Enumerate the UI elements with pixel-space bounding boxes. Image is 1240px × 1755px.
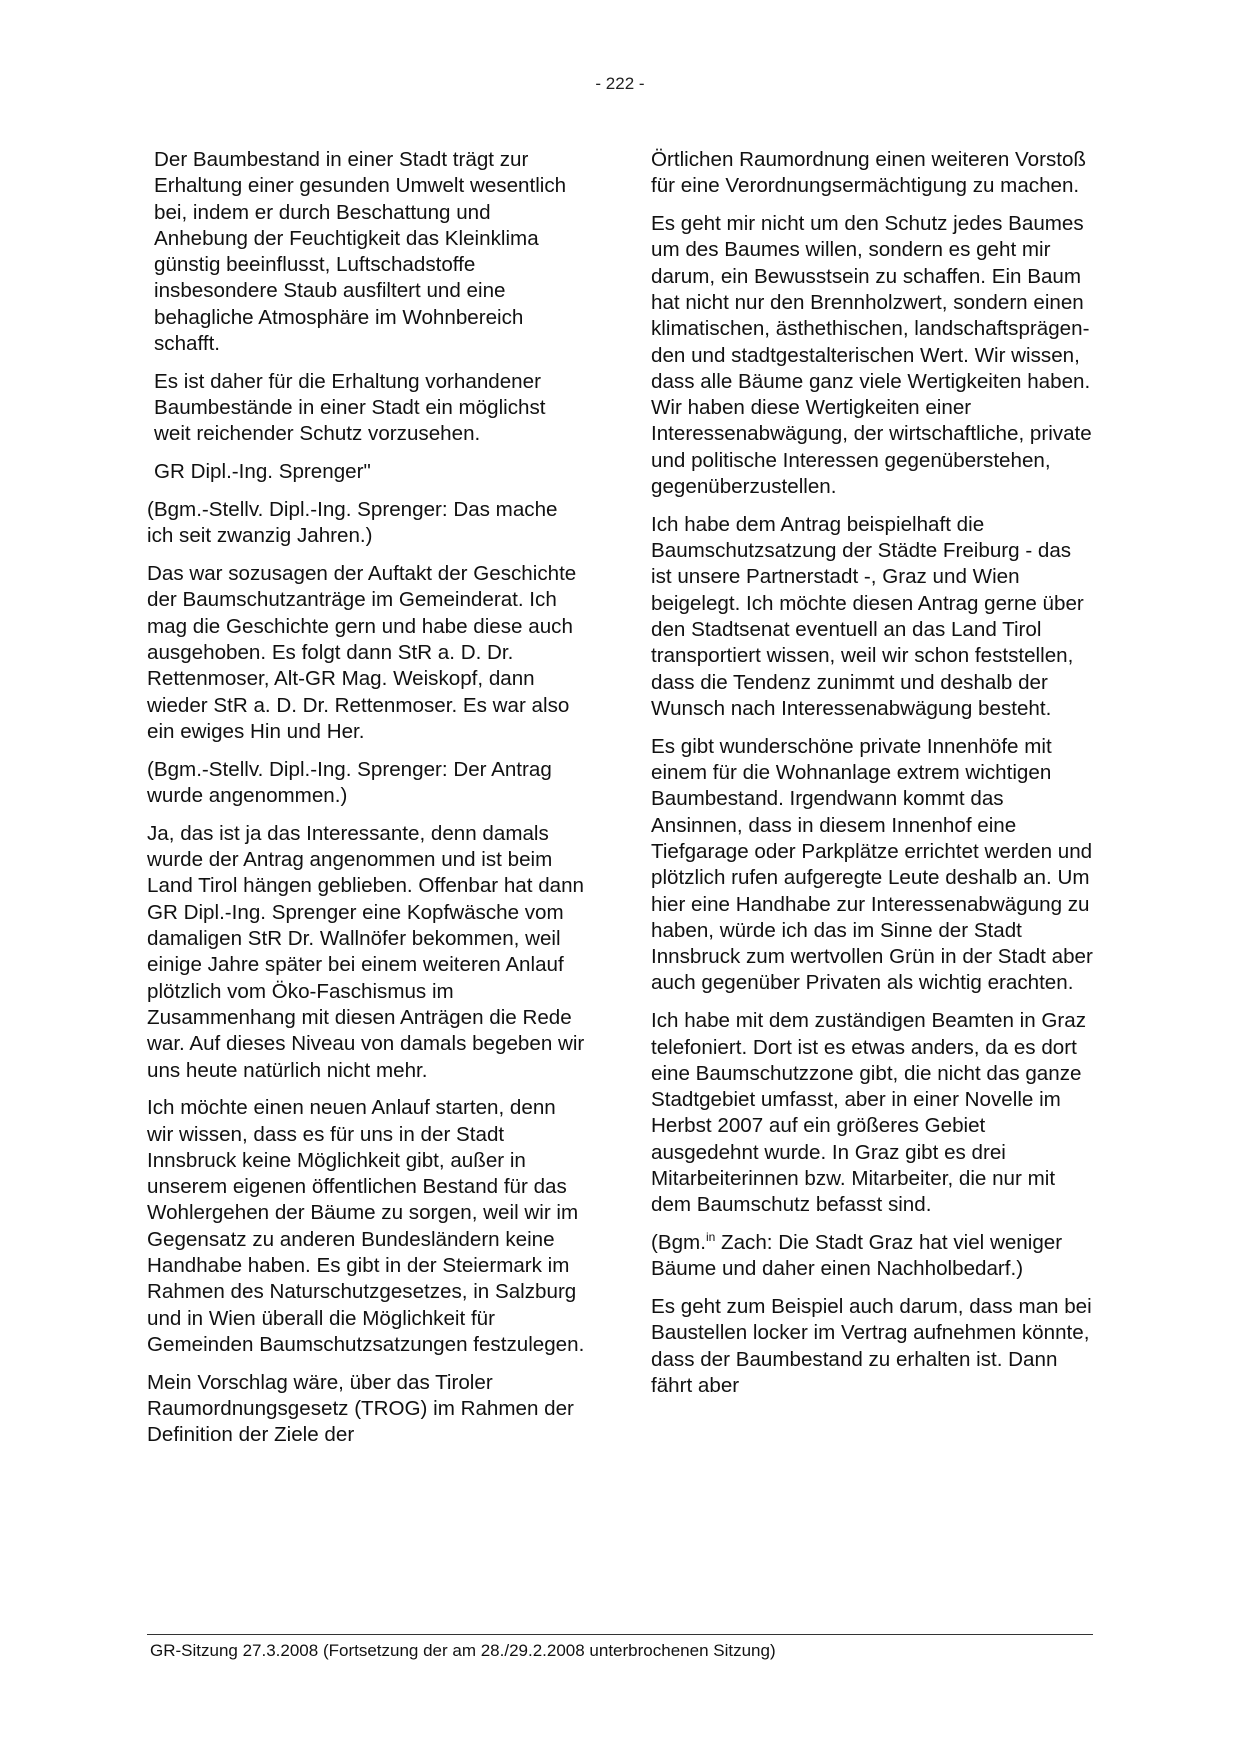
paragraph: Es geht zum Beispiel auch darum, dass man bei Baustellen locker im Vertrag aufnehmen könnte, dass der Baumbestand zu erhalten ist. Dann fährt aber — [651, 1295, 1092, 1398]
paragraph: Das war sozusagen der Auftakt der Geschichte der Baumschutzanträge im Gemeinderat. Ich mag die Geschichte gern und habe diese auch ausgehoben. Es folgt dann StR a. D. Dr. Rettenmoser, Alt-GR Mag. Weiskopf, dann wieder StR a. D. Dr. Rettenmoser. Es war also ein ewiges Hin und Her. — [147, 562, 577, 743]
quote-signature: GR Dipl.-Ing. Sprenger" — [154, 460, 371, 484]
interjection: (Bgm.-Stellv. Dipl.-Ing. Sprenger: Der Antrag wurde angenommen.) — [147, 757, 552, 808]
interjection-text: Zach: Die Stadt Graz hat viel weniger Bäume und daher einen Nachholbedarf.) — [651, 1231, 1063, 1281]
quote-paragraph: Es ist daher für die Erhaltung vorhandener Baumbestände in einer Stadt ein möglichst weit reichender Schutz vorzusehen. — [154, 369, 546, 446]
paragraph: Es geht mir nicht um den Schutz jedes Baumes um des Baumes willen, sondern es geht mir darum, ein Bewusstsein zu schaffen. Ein Baum hat nicht nur den Brennholzwert, sondern einen klimatischen, ästhethischen, landschaftsprägenden und stadtgestalterischen Wert. Wir wissen, dass alle Bäume ganz viele Wertigkeiten haben. Wir haben diese Wertigkeiten einer Interessenabwägung, der wirtschaftliche, private und politische Interessen gegenüberstehen, gegenüberzustellen. — [651, 212, 1092, 499]
paragraph: Ich möchte einen neuen Anlauf starten, denn wir wissen, dass es für uns in der Stadt Innsbruck keine Möglichkeit gibt, außer in unserem eigenen öffentlichen Bestand für das Wohlergehen der Bäume zu sorgen, weil wir im Gegensatz zu anderen Bundesländern keine Handhabe haben. Es gibt in der Steiermark im Rahmen des Naturschutzgesetzes, in Salzburg und in Wien überall die Möglichkeit für Gemeinden Baumschutzsatzungen festzulegen. — [147, 1096, 585, 1356]
paragraph: Mein Vorschlag wäre, über das Tiroler Raumordnungsgesetz (TROG) im Rahmen der Definition der Ziele der — [147, 1370, 574, 1447]
superscript: in — [705, 1230, 716, 1245]
quote-paragraph: Der Baumbestand in einer Stadt trägt zur Erhaltung einer gesunden Umwelt wesentlich bei, indem er durch Beschattung und Anhebung der Feuchtigkeit das Kleinklima günstig beeinflusst, Luftschadstoffe insbesondere Staub ausfiltert und eine behagliche Atmosphäre im Wohnbereich schafft. — [154, 148, 567, 356]
paragraph: Ich habe mit dem zuständigen Beamten in Graz telefoniert. Dort ist es etwas anders, da es dort eine Baumschutzzone gibt, die nicht das ganze Stadtgebiet umfasst, aber in einer Novelle im Herbst 2007 auf ein größeres Gebiet ausgedehnt wurde. In Graz gibt es drei Mitarbeiterinnen bzw. Mitarbeiter, die nur mit dem Baumschutz befasst sind. — [651, 1009, 1086, 1217]
interjection — [651, 1230, 1096, 1283]
interjection-speaker: (Bgm. — [651, 1231, 706, 1255]
interjection: (Bgm.-Stellv. Dipl.-Ing. Sprenger: Das mache ich seit zwanzig Jahren.) — [147, 498, 558, 548]
page-number: - 222 - — [595, 74, 645, 93]
paragraph: Es gibt wunderschöne private Innenhöfe mit einem für die Wohnanlage extrem wichtigen Baumbestand. Irgendwann kommt das Ansinnen, dass in diesem Innenhof eine Tiefgarage oder Parkplätze errichtet werden und plötzlich rufen aufgeregte Leute deshalb an. Um hier eine Handhabe zur Interessenabwägung zu haben, würde ich das im Sinne der Stadt Innsbruck zum wertvollen Grün in der Stadt aber auch gegenüber Privaten als wichtig erachten. — [651, 734, 1093, 995]
paragraph: Ich habe dem Antrag beispielhaft die Baumschutzsatzung der Städte Freiburg - das ist unsere Partnerstadt -, Graz und Wien beigelegt. Ich möchte diesen Antrag gerne über den Stadtsenat eventuell an das Land Tirol transportiert wissen, weil wir schon feststellen, dass die Tendenz zunimmt und deshalb der Wunsch nach Interessenabwägung besteht. — [651, 512, 1084, 720]
footer-divider — [147, 1634, 1093, 1635]
footer-text: GR-Sitzung 27.3.2008 (Fortsetzung der am 28./29.2.2008 unterbrochenen Sitzung) — [150, 1641, 776, 1660]
right-column — [651, 147, 1096, 1411]
left-column — [147, 147, 587, 1460]
paragraph: Ja, das ist ja das Interessante, denn damals wurde der Antrag angenommen und ist beim Land Tirol hängen geblieben. Offenbar hat dann GR Dipl.-Ing. Sprenger eine Kopfwäsche vom damaligen StR Dr. Wallnöfer bekommen, weil einige Jahre später bei einem weiteren Anlauf plötzlich vom Öko-Faschismus im Zusammenhang mit diesen Anträgen die Rede war. Auf dieses Niveau von damals begeben wir uns heute natürlich nicht mehr. — [147, 821, 585, 1082]
paragraph: Örtlichen Raumordnung einen weiteren Vorstoß für eine Verordnungsermächtigung zu machen. — [651, 148, 1086, 198]
